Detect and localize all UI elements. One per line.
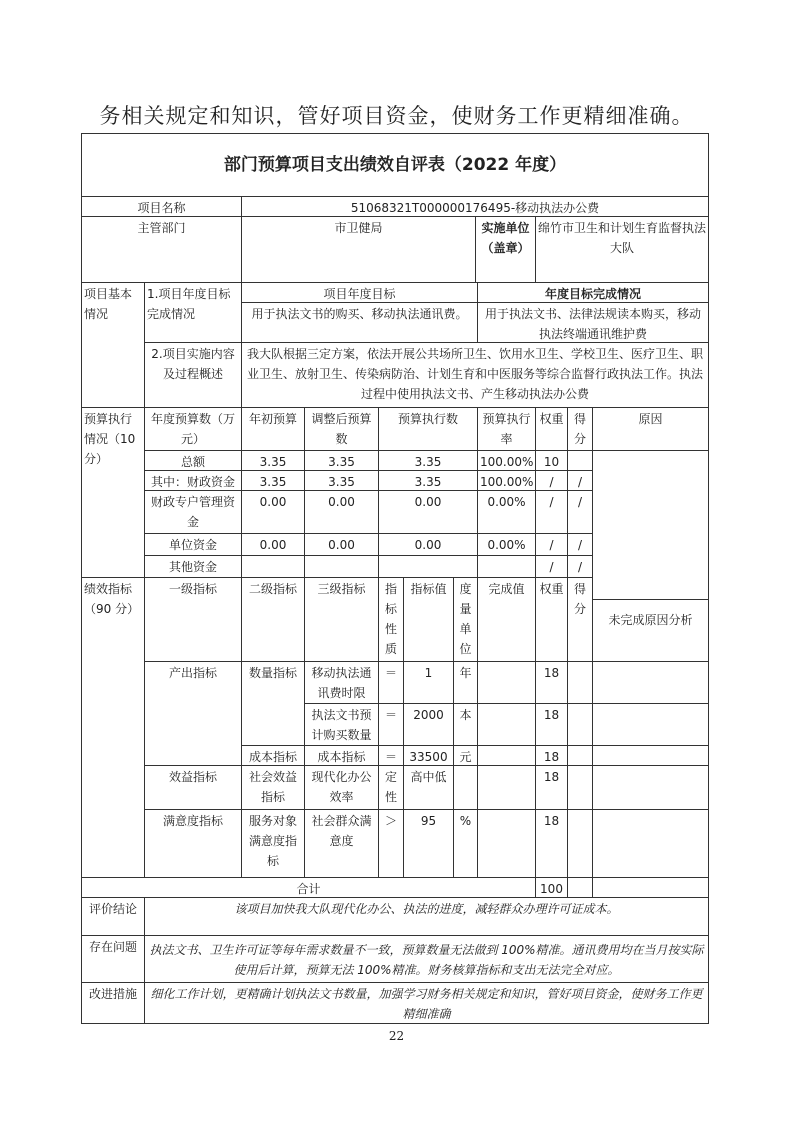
budget-row-label: 单位资金 — [145, 534, 242, 556]
perf-row-nature: ＝ — [379, 662, 404, 704]
perf-row-value: 高中低 — [404, 766, 454, 810]
service-satisfaction-label: 服务对象满意度指标 — [242, 810, 305, 878]
project-name-value: 51068321T000000176495-移动执法办公费 — [242, 197, 708, 217]
output-indicator-label: 产出指标 — [145, 662, 242, 766]
problems-label: 存在问题 — [82, 936, 145, 983]
value-header: 指标值 — [404, 578, 454, 662]
unit-header: 度量单位 — [454, 578, 478, 662]
conclusion-text: 该项目加快我大队现代化办公、执法的进度，减轻群众办理许可证成本。 — [145, 898, 708, 936]
budget-initial — [242, 556, 305, 578]
perf-row-weight: 18 — [536, 746, 568, 766]
budget-executed: 0.00 — [379, 534, 478, 556]
budget-initial: 0.00 — [242, 491, 305, 534]
goal-completion-label: 1.项目年度目标完成情况 — [145, 283, 242, 343]
dept-label: 主管部门 — [82, 217, 242, 283]
perf-row-weight: 18 — [536, 810, 568, 878]
total-label: 合计 — [82, 878, 536, 898]
weight-header: 权重 — [536, 408, 568, 451]
perf-row-unit: % — [454, 810, 478, 878]
budget-rate: 0.00% — [478, 491, 536, 534]
perf-row-reason — [593, 662, 708, 704]
conclusion-label: 评价结论 — [82, 898, 145, 936]
goal-completion-text: 用于执法文书、法律法规读本购买，移动执法终端通讯维护费 — [478, 303, 708, 343]
budget-adjusted — [305, 556, 379, 578]
perf-weight-header: 权重 — [536, 578, 568, 662]
budget-score — [568, 451, 593, 471]
total-weight: 100 — [536, 878, 568, 898]
done-header: 完成值 — [478, 578, 536, 662]
table-title: 部门预算项目支出绩效自评表（2022 年度） — [82, 134, 708, 197]
perf-row-nature: 定性 — [379, 766, 404, 810]
budget-executed: 3.35 — [379, 451, 478, 471]
budget-adjusted: 0.00 — [305, 534, 379, 556]
perf-row-weight: 18 — [536, 662, 568, 704]
reason-header: 原因 — [593, 408, 708, 451]
perf-row-value: 1 — [404, 662, 454, 704]
executed-budget-header: 预算执行数 — [379, 408, 478, 451]
perf-row-value: 33500 — [404, 746, 454, 766]
budget-rate: 0.00% — [478, 534, 536, 556]
adjusted-budget-header: 调整后预算数 — [305, 408, 379, 451]
budget-weight: / — [536, 534, 568, 556]
quantity-indicator-label: 数量指标 — [242, 662, 305, 746]
perf-row-reason — [593, 766, 708, 810]
initial-budget-header: 年初预算 — [242, 408, 305, 451]
nature-header: 指标性质 — [379, 578, 404, 662]
cost-indicator-label: 成本指标 — [242, 746, 305, 766]
budget-executed: 3.35 — [379, 471, 478, 491]
annual-goal-text: 用于执法文书的购买、移动执法通讯费。 — [242, 303, 478, 343]
budget-row-label: 总额 — [145, 451, 242, 471]
budget-weight: / — [536, 491, 568, 534]
impl-process-text: 我大队根据三定方案，依法开展公共场所卫生、饮用水卫生、学校卫生、医疗卫生、职业卫生、放射卫生、传染病防治、计划生育和中医服务等综合监督行政执法工作。执法过程中使用执法文书、产生移动执法办公费 — [242, 343, 708, 408]
perf-row-score — [568, 810, 593, 878]
benefit-indicator-label: 效益指标 — [145, 766, 242, 810]
perf-row-score — [568, 704, 593, 746]
budget-score: / — [568, 534, 593, 556]
perf-row-unit: 年 — [454, 662, 478, 704]
perf-row-reason — [593, 746, 708, 766]
perf-row-l3: 成本指标 — [305, 746, 379, 766]
perf-row-unit: 元 — [454, 746, 478, 766]
impl-process-label: 2.项目实施内容及过程概述 — [145, 343, 242, 408]
budget-adjusted: 3.35 — [305, 451, 379, 471]
measures-label: 改进措施 — [82, 983, 145, 1023]
budget-rate — [478, 556, 536, 578]
budget-score: / — [568, 491, 593, 534]
perf-row-l3: 执法文书预计购买数量 — [305, 704, 379, 746]
page-number: 22 — [388, 1029, 405, 1043]
l3-header: 三级指标 — [305, 578, 379, 662]
perf-row-unit — [454, 766, 478, 810]
budget-adjusted: 0.00 — [305, 491, 379, 534]
exec-rate-header: 预算执行率 — [478, 408, 536, 451]
budget-rate: 100.00% — [478, 471, 536, 491]
budget-executed — [379, 556, 478, 578]
budget-executed: 0.00 — [379, 491, 478, 534]
perf-label: 绩效指标（90 分） — [82, 578, 145, 878]
budget-score: / — [568, 556, 593, 578]
budget-rate: 100.00% — [478, 451, 536, 471]
perf-row-score — [568, 662, 593, 704]
goal-completion-header: 年度目标完成情况 — [478, 283, 708, 303]
project-name-label: 项目名称 — [82, 197, 242, 217]
budget-initial: 3.35 — [242, 451, 305, 471]
total-reason — [593, 878, 708, 898]
budget-weight: / — [536, 556, 568, 578]
perf-row-done — [478, 746, 536, 766]
score-header: 得分 — [568, 408, 593, 451]
perf-row-weight: 18 — [536, 766, 568, 810]
budget-initial: 3.35 — [242, 471, 305, 491]
perf-row-done — [478, 704, 536, 746]
l2-header: 二级指标 — [242, 578, 305, 662]
budget-amount-header: 年度预算数（万元） — [145, 408, 242, 451]
perf-row-value: 95 — [404, 810, 454, 878]
perf-row-nature: ＞ — [379, 810, 404, 878]
budget-row-label: 财政专户管理资金 — [145, 491, 242, 534]
perf-row-l3: 社会群众满意度 — [305, 810, 379, 878]
evaluation-table — [81, 133, 709, 1024]
perf-row-score — [568, 766, 593, 810]
perf-row-l3: 现代化办公效率 — [305, 766, 379, 810]
budget-initial: 0.00 — [242, 534, 305, 556]
perf-row-value: 2000 — [404, 704, 454, 746]
basic-info-label: 项目基本情况 — [82, 283, 145, 408]
budget-weight: 10 — [536, 451, 568, 471]
impl-unit-value: 绵竹市卫生和计划生育监督执法大队 — [536, 217, 708, 283]
l1-header: 一级指标 — [145, 578, 242, 662]
perf-row-done — [478, 766, 536, 810]
social-benefit-label: 社会效益指标 — [242, 766, 305, 810]
annual-goal-header: 项目年度目标 — [242, 283, 478, 303]
impl-unit-label: 实施单位（盖章） — [476, 217, 536, 283]
continued-paragraph: 务相关规定和知识，管好项目资金，使财务工作更精细准确。 — [99, 104, 694, 128]
perf-row-unit: 本 — [454, 704, 478, 746]
satisfaction-indicator-label: 满意度指标 — [145, 810, 242, 878]
dept-value: 市卫健局 — [242, 217, 476, 283]
perf-row-nature: ＝ — [379, 704, 404, 746]
perf-score-header: 得分 — [568, 578, 593, 662]
budget-exec-label: 预算执行情况（10分） — [82, 408, 145, 578]
perf-row-reason — [593, 704, 708, 746]
perf-row-done — [478, 662, 536, 704]
budget-weight: / — [536, 471, 568, 491]
perf-row-nature: ＝ — [379, 746, 404, 766]
perf-row-score — [568, 746, 593, 766]
perf-row-l3: 移动执法通讯费时限 — [305, 662, 379, 704]
measures-text: 细化工作计划，更精确计划执法文书数量，加强学习财务相关规定和知识，管好项目资金，使财务工作更精细准确 — [150, 987, 703, 1021]
budget-row-label: 其中：财政资金 — [145, 471, 242, 491]
budget-score: / — [568, 471, 593, 491]
budget-row-label: 其他资金 — [145, 556, 242, 578]
unfinished-reason-header: 未完成原因分析 — [593, 578, 708, 662]
budget-adjusted: 3.35 — [305, 471, 379, 491]
total-score — [568, 878, 593, 898]
problems-text: 执法文书、卫生许可证等每年需求数量不一致，预算数量无法做到 100%精准。通讯费用均在当月按实际使用后计算，预算无法 100%精准。财务核算指标和支出无法完全对应。 — [145, 936, 708, 983]
perf-row-reason — [593, 810, 708, 878]
perf-row-done — [478, 810, 536, 878]
perf-row-weight: 18 — [536, 704, 568, 746]
